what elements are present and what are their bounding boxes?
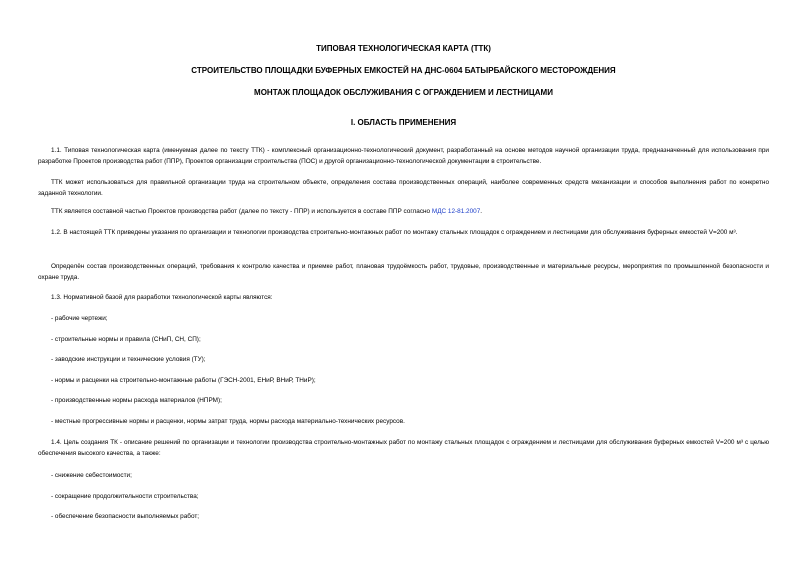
- paragraph-operations: Определён состав производственных операций, требования к контролю качества и приемке работ, плановая трудоёмкость работ, трудовые, производственные и материальные ресурсы, мероприятия по промышленной безопасности и охране труда.: [38, 263, 769, 281]
- list-item: - производственные нормы расхода материалов (НПРМ);: [51, 397, 222, 404]
- paragraph-1-4: 1.4. Цель создания ТК - описание решений по организации и технологии производства строительно-монтажных работ по монтажу стальных площадок с ограждением и лестницами для обслуживания буферных емкостей V=200 м³ с целью обеспечения высокого качества, а также:: [38, 439, 769, 457]
- list-item: - снижение себестоимости;: [51, 472, 132, 479]
- list-item: - рабочие чертежи;: [51, 315, 108, 322]
- document-title: ТИПОВАЯ ТЕХНОЛОГИЧЕСКАЯ КАРТА (ТТК): [316, 44, 491, 53]
- document-subtitle-work: МОНТАЖ ПЛОЩАДОК ОБСЛУЖИВАНИЯ С ОГРАЖДЕНИЕМ И ЛЕСТНИЦАМИ: [254, 88, 553, 97]
- paragraph-text-end: .: [480, 208, 483, 215]
- list-item: - обеспечение безопасности выполняемых работ;: [51, 513, 200, 520]
- list-item: - нормы и расценки на строительно-монтажные работы (ГЭСН-2001, ЕНиР, ВНиР, ТНиР);: [51, 377, 316, 384]
- paragraph-text: ТТК является составной частью Проектов производства работ (далее по тексту - ППР) и используется в составе ППР согласно: [51, 208, 432, 215]
- document-subtitle: СТРОИТЕЛЬСТВО ПЛОЩАДКИ БУФЕРНЫХ ЕМКОСТЕЙ НА ДНС-0604 БАТЫРБАЙСКОГО МЕСТОРОЖДЕНИЯ: [191, 66, 616, 75]
- list-item: - заводские инструкции и технические условия (ТУ);: [51, 356, 206, 363]
- mds-link[interactable]: МДС 12-81.2007: [431, 208, 481, 215]
- paragraph-1-2: 1.2. В настоящей ТТК приведены указания по организации и технологии производства строительно-монтажных работ по монтажу стальных площадок с ограждением и лестницами для обслуживания буферных емкостей V=200 м³.: [51, 229, 738, 236]
- list-item: - сокращение продолжительности строительства;: [51, 493, 199, 500]
- section-heading: I. ОБЛАСТЬ ПРИМЕНЕНИЯ: [350, 118, 457, 127]
- paragraph-ttk-ppr: [38, 207, 769, 218]
- paragraph-1-1: 1.1. Типовая технологическая карта (именуемая далее по тексту ТТК) - комплексный организационно-технологический документ, разработанный на основе методов научной организации труда, предназначенный для использования при разработке Проектов производства работ (ППР), Проектов организации строительства (ПОС) и другой организационно-технологической документации в строительстве.: [38, 147, 769, 165]
- paragraph-ttk-usage: ТТК может использоваться для правильной организации труда на строительном объекте, определения состава производственных операций, наиболее современных средств механизации и способов выполнения работ по конкретно заданной технологии.: [38, 179, 769, 197]
- list-item: - местные прогрессивные нормы и расценки, нормы затрат труда, нормы расхода материально-технических ресурсов.: [51, 418, 405, 425]
- paragraph-1-3: 1.3. Нормативной базой для разработки технологической карты являются:: [51, 294, 273, 301]
- list-item: - строительные нормы и правила (СНиП, СН, СП);: [51, 336, 201, 343]
